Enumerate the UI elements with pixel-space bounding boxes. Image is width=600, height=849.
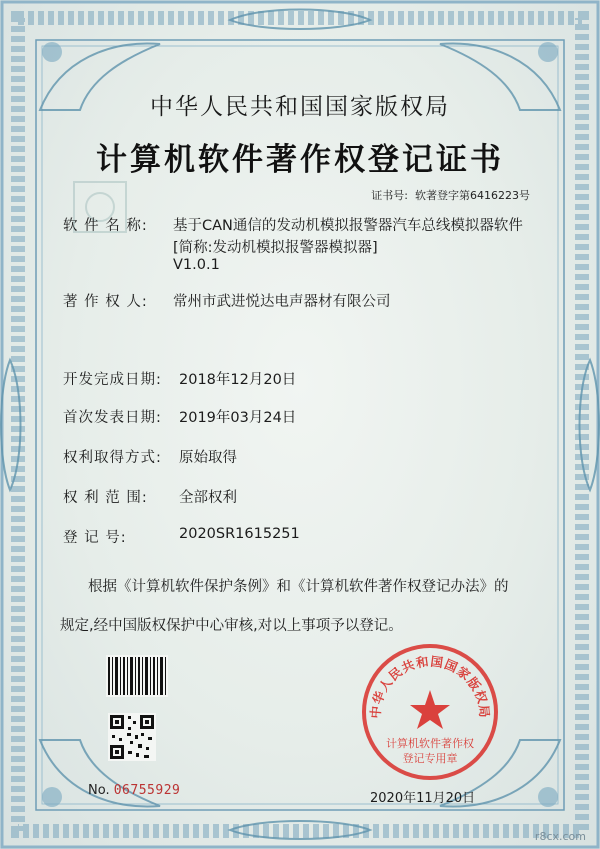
owner-value: 常州市武进悦达电声器材有限公司	[173, 294, 391, 310]
software-name-line1: 基于CAN通信的发动机模拟报警器汽车总线模拟器软件	[173, 218, 523, 234]
star-icon	[410, 690, 450, 729]
rights-scope-value: 全部权利	[179, 490, 237, 506]
first-publication-label: 首次发表日期:	[63, 410, 162, 426]
software-version: V1.0.1	[173, 257, 220, 273]
statement-line2: 规定,经中国版权保护中心审核,对以上事项予以登记。	[60, 618, 403, 634]
certificate-number: 证书号: 软著登字第6416223号	[371, 189, 530, 202]
statement-line1: 根据《计算机软件保护条例》和《计算机软件著作权登记办法》的	[88, 579, 509, 595]
qr-code-image	[108, 713, 156, 761]
first-publication-value: 2019年03月24日	[179, 410, 297, 426]
official-red-seal	[358, 640, 502, 784]
registration-number-value: 2020SR1615251	[179, 526, 300, 542]
completion-date-label: 开发完成日期:	[63, 372, 162, 388]
software-name-label: 软 件 名 称:	[63, 218, 148, 234]
rights-scope-label: 权 利 范 围:	[63, 490, 148, 506]
issuer-title: 中华人民共和国国家版权局	[150, 94, 450, 120]
watermark-text: r8cx.com	[534, 830, 586, 843]
barcode-image	[106, 655, 168, 697]
software-name-line2: [简称:发动机模拟报警器模拟器]	[173, 240, 378, 256]
acquisition-method-value: 原始取得	[179, 450, 237, 466]
registration-number-label: 登 记 号:	[63, 530, 127, 546]
seal-line2: 登记专用章	[402, 752, 458, 765]
seal-line1: 计算机软件著作权	[386, 737, 474, 750]
owner-label: 著 作 权 人:	[63, 294, 148, 310]
certificate-title: 计算机软件著作权登记证书	[96, 142, 504, 178]
issue-date: 2020年11月20日	[370, 791, 476, 806]
completion-date-value: 2018年12月20日	[179, 372, 297, 388]
seal-arc-text: 中华人民共和国国家版权局	[367, 653, 493, 719]
acquisition-method-label: 权利取得方式:	[63, 450, 162, 466]
serial-number: No. 06755929	[88, 783, 181, 798]
